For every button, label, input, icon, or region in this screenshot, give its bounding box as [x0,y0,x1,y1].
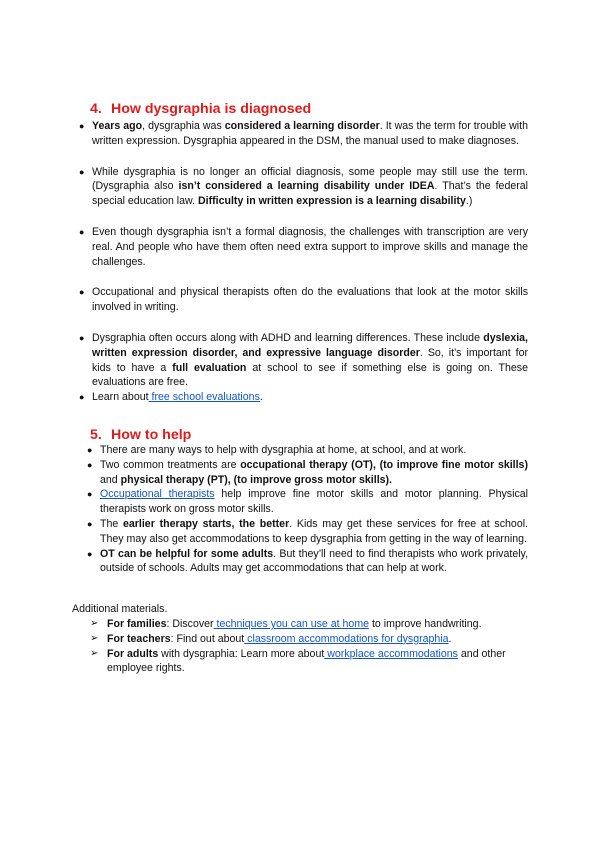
bullet-icon: ● [79,121,85,131]
bullet-icon: ● [79,287,85,298]
arrow-bullet-icon: ➢ [90,618,99,629]
techniques-at-home-link[interactable]: techniques you can use at home [213,618,370,630]
spacer [82,149,528,165]
bullet-icon: ● [79,226,85,237]
spacer [82,315,528,331]
bullet-icon: ● [79,332,85,343]
list-item: ● Years ago, dysgraphia was considered a learning disorder. It was the term for trouble with written expression. Dysgraphia appeared in the DSM, the manual used to make diagnoses. [79,120,528,147]
additional-materials-heading: Additional materials. [72,603,168,615]
list-item: ● Two common treatments are occupational therapy (OT), (to improve fine motor skills) and physical therapy (PT), (to improve gross motor skills). [87,458,528,486]
list-item: ➢ For teachers: Find out about classroom accommodations for dysgraphia. [90,632,452,645]
arrow-bullet-icon: ➢ [90,632,99,644]
section-4-title: How dysgraphia is diagnosed [110,101,312,117]
section-4-list [79,119,529,405]
section-5-number: 5. [90,427,102,443]
list-item: ➢ For families: Discover techniques you can use at home to improve handwriting. [90,618,482,630]
bullet-icon: ● [87,459,93,470]
list-item: ● While dysgraphia is no longer an official diagnosis, some people may still use the term. (Dysgraphia also isn’t considered a learning disability under IDEA. That’s the federal special education law. Difficulty in written expression is a learning disability.) [79,165,529,208]
arrow-bullet-icon: ➢ [90,647,99,659]
list-item: ● Even though dysgraphia isn’t a formal diagnosis, the challenges with transcription are very real. And people who have them often need extra support to improve skills and manage the challenges. [79,225,528,268]
list-item: ● Occupational therapists help improve fine motor skills and motor planning. Physical therapists work on gross motor skills. [87,488,528,516]
list-item: ● Dysgraphia often occurs along with ADHD and learning differences. These include dyslexia, written expression disorder, and expressive language disorder. So, it’s important for kids to have a full evaluation at school to see if something else is going on. These evaluations are free. [79,331,528,389]
section-4-heading [90,100,311,118]
occupational-therapists-link[interactable]: Occupational therapists [100,488,215,501]
bullet-icon: ● [87,518,93,529]
workplace-accommodations-link[interactable]: workplace accommodations [324,647,458,660]
bullet-icon: ● [79,392,85,403]
bullet-icon: ● [87,489,93,500]
list-item: ● OT can be helpful for some adults. But they’ll need to find therapists who work privately, outside of schools. Adults may get accommodations that can help at work. [87,547,529,575]
free-school-evaluations-link[interactable]: free school evaluations [148,391,260,404]
section-5-list [87,443,529,576]
list-item: ● Occupational and physical therapists often do the evaluations that look at the motor skills involved in writing. [79,286,528,314]
list-item: ● The earlier therapy starts, the better. Kids may get these services for free at school. They may also get accommodations to keep dysgraphia from getting in the way of learning. [87,517,529,545]
list-item: ● Learn about free school evaluations. [79,391,263,404]
section-4-number: 4. [90,101,102,117]
bullet-icon: ● [79,166,85,177]
spacer [82,269,528,285]
list-item: ➢ For adults with dysgraphia: Learn more about workplace accommodations and other employee rights. [90,647,506,675]
section-5-title: How to help [110,427,192,443]
bullet-icon: ● [87,445,93,455]
section-5-heading [90,426,191,444]
additional-materials-list [90,617,530,676]
classroom-accommodations-link[interactable]: classroom accommodations for dysgraphia [244,632,449,645]
list-item: ● There are many ways to help with dysgraphia at home, at school, and at work. [87,444,467,456]
bullet-icon: ● [87,548,93,559]
spacer [82,209,528,225]
